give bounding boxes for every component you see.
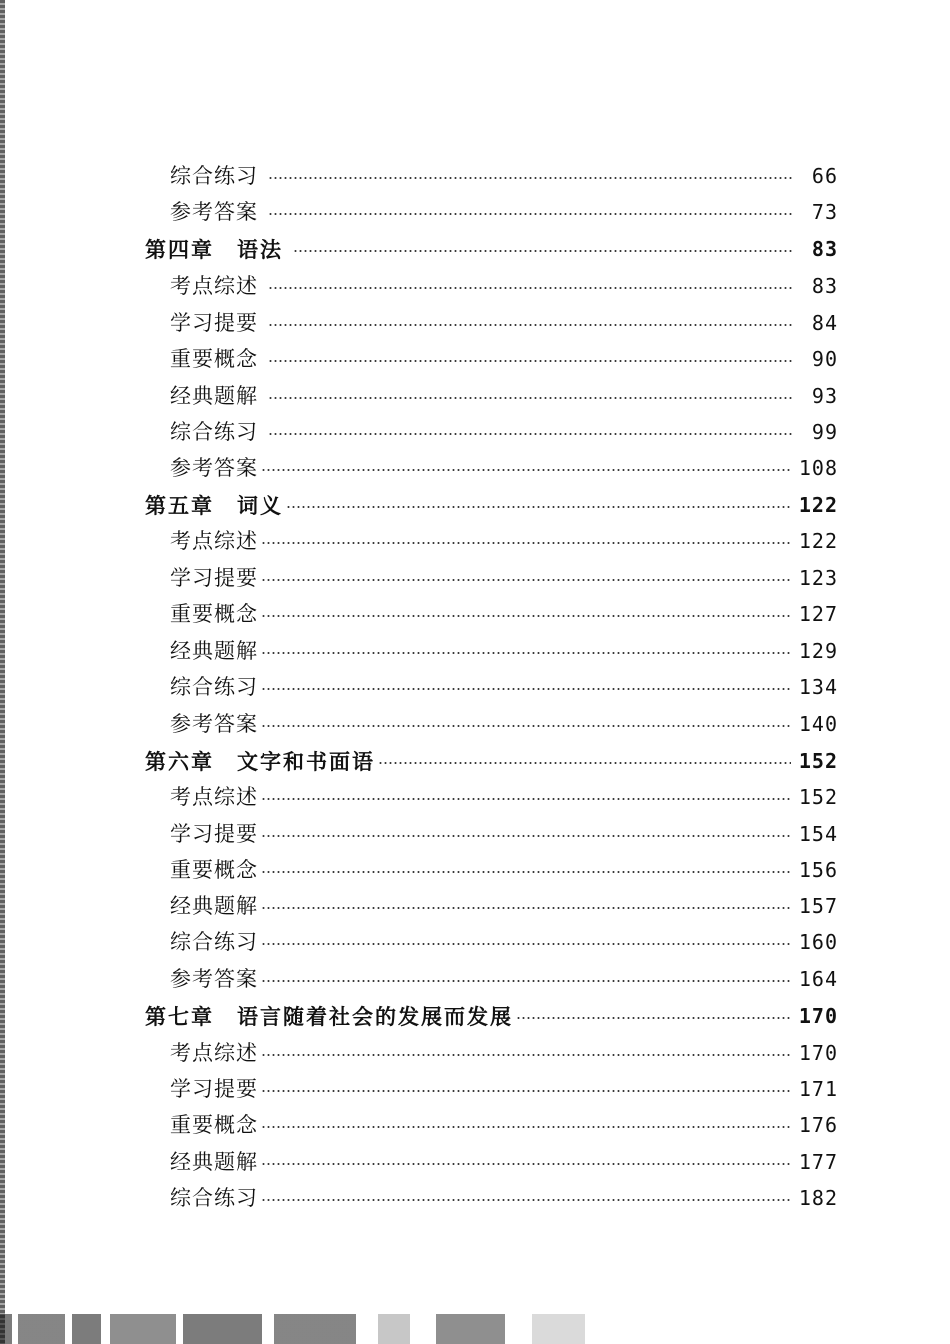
dot-leader bbox=[261, 615, 791, 617]
dot-leader bbox=[268, 213, 792, 215]
dot-leader bbox=[261, 469, 791, 471]
dot-leader bbox=[268, 397, 792, 399]
toc-entry[interactable] bbox=[145, 633, 838, 669]
dot-leader bbox=[261, 835, 791, 837]
toc-chapter-entry[interactable] bbox=[145, 231, 838, 267]
toc-entry[interactable] bbox=[145, 852, 838, 888]
toc-page-number: 90 bbox=[811, 347, 838, 371]
dot-leader bbox=[268, 360, 792, 362]
toc-entry-title: 综合练习 bbox=[170, 163, 258, 188]
toc-page-number: 170 bbox=[798, 1004, 838, 1028]
toc-chapter-entry[interactable] bbox=[145, 487, 838, 523]
toc-entry[interactable] bbox=[145, 560, 838, 596]
dot-leader bbox=[261, 1090, 791, 1092]
toc-page-number: 83 bbox=[811, 274, 838, 298]
toc-entry[interactable] bbox=[145, 1144, 838, 1180]
toc-entry-title: 重要概念 bbox=[170, 1112, 258, 1137]
toc-page-number: 154 bbox=[798, 822, 838, 846]
toc-entry[interactable] bbox=[145, 924, 838, 960]
toc-page-number: 99 bbox=[811, 420, 838, 444]
toc-entry[interactable] bbox=[145, 1180, 838, 1216]
toc-page-number: 127 bbox=[798, 602, 838, 626]
toc-page-number: 129 bbox=[798, 639, 838, 663]
toc-page-number: 152 bbox=[798, 785, 838, 809]
dot-leader bbox=[261, 871, 791, 873]
toc-entry-title: 参考答案 bbox=[170, 455, 258, 480]
toc-entry[interactable] bbox=[145, 1071, 838, 1107]
toc-page-number: 73 bbox=[811, 200, 838, 224]
toc-entry[interactable] bbox=[145, 779, 838, 815]
toc-entry[interactable] bbox=[145, 378, 838, 414]
toc-page-number: 93 bbox=[811, 384, 838, 408]
dot-leader bbox=[261, 1199, 791, 1201]
dot-leader bbox=[261, 943, 791, 945]
dot-leader bbox=[261, 1126, 791, 1128]
toc-page-number: 84 bbox=[811, 311, 838, 335]
toc-page-number: 157 bbox=[798, 894, 838, 918]
toc-page-number: 122 bbox=[798, 493, 838, 517]
dot-leader bbox=[293, 250, 792, 252]
toc-entry-title: 经典题解 bbox=[170, 638, 258, 663]
toc-entry[interactable] bbox=[145, 816, 838, 852]
toc-page-number: 160 bbox=[798, 930, 838, 954]
dot-leader bbox=[261, 579, 791, 581]
dot-leader bbox=[286, 506, 791, 508]
dot-leader bbox=[261, 798, 791, 800]
dot-leader bbox=[261, 542, 791, 544]
dot-leader bbox=[261, 1054, 791, 1056]
toc-page-number: 66 bbox=[811, 164, 838, 188]
toc-page-number: 171 bbox=[798, 1077, 838, 1101]
toc-entry-title: 考点综述 bbox=[170, 1040, 258, 1065]
toc-entry-title: 经典题解 bbox=[170, 893, 258, 918]
chapter-title: 第四章 语法 bbox=[145, 236, 283, 262]
toc-page-number: 156 bbox=[798, 858, 838, 882]
dot-leader bbox=[261, 980, 791, 982]
toc-entry-title: 经典题解 bbox=[170, 1149, 258, 1174]
toc-entry-title: 重要概念 bbox=[170, 346, 258, 371]
toc-entry[interactable] bbox=[145, 305, 838, 341]
dot-leader bbox=[268, 177, 792, 179]
toc-page-number: 122 bbox=[798, 529, 838, 553]
toc-entry-title: 考点综述 bbox=[170, 273, 258, 298]
toc-entry[interactable] bbox=[145, 268, 838, 304]
toc-entry[interactable] bbox=[145, 414, 838, 450]
toc-entry[interactable] bbox=[145, 1035, 838, 1071]
toc-entry[interactable] bbox=[145, 158, 838, 194]
toc-page-number: 176 bbox=[798, 1113, 838, 1137]
dot-leader bbox=[261, 652, 791, 654]
toc-entry-title: 综合练习 bbox=[170, 1185, 258, 1210]
toc-entry[interactable] bbox=[145, 523, 838, 559]
toc-page-number: 182 bbox=[798, 1186, 838, 1210]
toc-entry-title: 综合练习 bbox=[170, 929, 258, 954]
toc-entry-title: 重要概念 bbox=[170, 601, 258, 626]
dot-leader bbox=[261, 688, 791, 690]
chapter-title: 第六章 文字和书面语 bbox=[145, 748, 375, 774]
dot-leader bbox=[261, 1163, 791, 1165]
toc-entry-title: 学习提要 bbox=[170, 565, 258, 590]
toc-entry-title: 学习提要 bbox=[170, 310, 258, 335]
dot-leader bbox=[261, 725, 791, 727]
toc-entry-title: 考点综述 bbox=[170, 528, 258, 553]
dot-leader bbox=[268, 287, 792, 289]
toc-entry[interactable] bbox=[145, 596, 838, 632]
chapter-title: 第七章 语言随着社会的发展而发展 bbox=[145, 1003, 513, 1029]
toc-entry-title: 参考答案 bbox=[170, 711, 258, 736]
toc-chapter-entry[interactable] bbox=[145, 998, 838, 1034]
toc-page-number: 134 bbox=[798, 675, 838, 699]
toc-page-number: 177 bbox=[798, 1150, 838, 1174]
toc-entry-title: 学习提要 bbox=[170, 821, 258, 846]
toc-page-number: 83 bbox=[811, 237, 838, 261]
dot-leader bbox=[268, 324, 792, 326]
scan-bottom-noise bbox=[0, 1314, 950, 1344]
toc-page-number: 140 bbox=[798, 712, 838, 736]
toc-entry[interactable] bbox=[145, 669, 838, 705]
toc-entry-title: 综合练习 bbox=[170, 674, 258, 699]
toc-entry[interactable] bbox=[145, 888, 838, 924]
dot-leader bbox=[268, 433, 792, 435]
dot-leader bbox=[516, 1017, 791, 1019]
toc-entry-title: 重要概念 bbox=[170, 857, 258, 882]
toc-entry[interactable] bbox=[145, 961, 838, 997]
toc-entry-title: 参考答案 bbox=[170, 966, 258, 991]
toc-entry-title: 经典题解 bbox=[170, 383, 258, 408]
toc-entry[interactable] bbox=[145, 194, 838, 230]
toc-entry[interactable] bbox=[145, 706, 838, 742]
chapter-title: 第五章 词义 bbox=[145, 492, 283, 518]
toc-page-number: 108 bbox=[798, 456, 838, 480]
toc-page-number: 164 bbox=[798, 967, 838, 991]
toc-entry[interactable] bbox=[145, 1107, 838, 1143]
toc-entry-title: 参考答案 bbox=[170, 199, 258, 224]
toc-page-number: 152 bbox=[798, 749, 838, 773]
dot-leader bbox=[378, 762, 791, 764]
toc-page-number: 170 bbox=[798, 1041, 838, 1065]
toc-entry[interactable] bbox=[145, 450, 838, 486]
toc-entry-title: 考点综述 bbox=[170, 784, 258, 809]
toc-entry[interactable] bbox=[145, 341, 838, 377]
toc-page-number: 123 bbox=[798, 566, 838, 590]
toc-entry-title: 学习提要 bbox=[170, 1076, 258, 1101]
toc-chapter-entry[interactable] bbox=[145, 743, 838, 779]
toc-entry-title: 综合练习 bbox=[170, 419, 258, 444]
dot-leader bbox=[261, 907, 791, 909]
